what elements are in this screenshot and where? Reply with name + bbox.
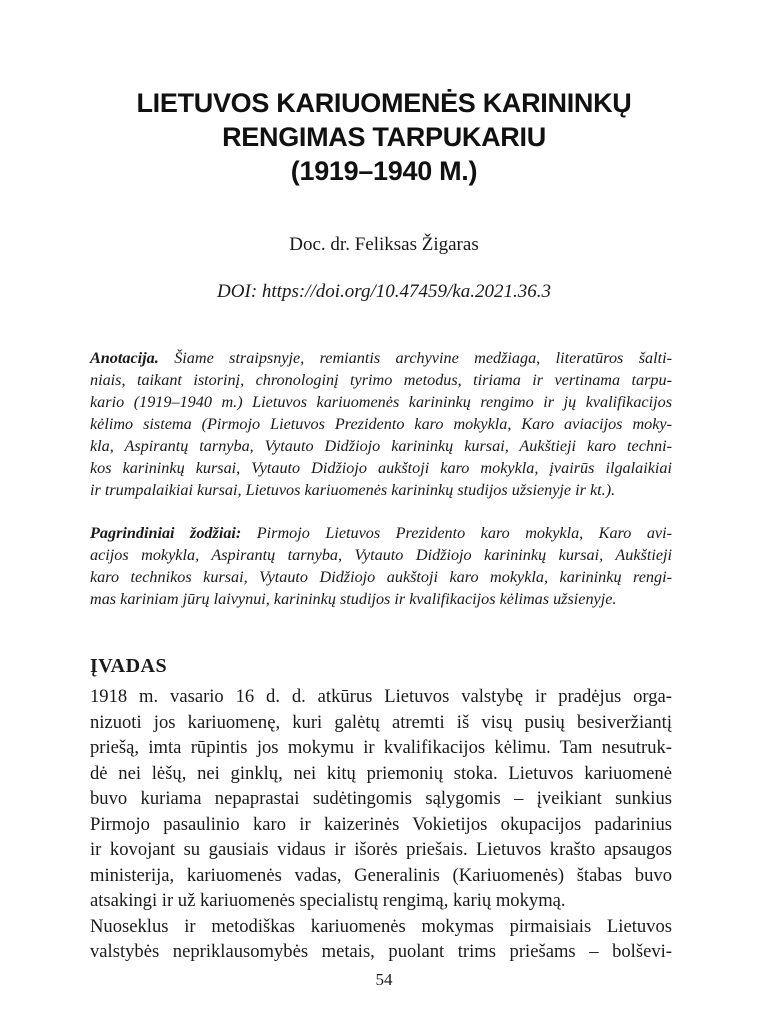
paragraph-line: ministerija, kariuomenės vadas, Generalinis (Kariuomenės) štabas buvo [90,864,672,886]
article-title [60,86,708,188]
abstract-line: Anotacija. Šiame straipsnyje, remiantis archyvine medžiaga, literatūros šalti- [90,349,673,367]
title-line-3: (1919–1940 M.) [290,156,478,186]
keywords-line: Pagrindiniai žodžiai: Pirmojo Lietuvos Prezidento karo mokykla, Karo avi- [90,524,673,542]
page-number: 54 [375,970,393,989]
abstract-line: niais, taikant istorinį, chronologinį tyrimo metodus, tiriama ir vertinama tarpu- [90,371,672,389]
paragraph-line: ir kovojant su gausiais vidaus ir išorės priešais. Lietuvos krašto apsaugos [90,839,672,860]
title-line-2: RENGIMAS TARPUKARIU [222,122,546,152]
keywords-label: Pagrindiniai žodžiai: [90,524,242,542]
abstract-line: kla, Aspirantų tarnyba, Vytauto Didžiojo karininkų kursai, Aukštieji karo techni- [90,437,672,455]
abstract-line: ir trumpalaikiai kursai, Lietuvos kariuomenės karininkų studijos užsienyje ir kt.). [90,481,616,499]
paragraph-line: 1918 m. vasario 16 d. d. atkūrus Lietuvos valstybę ir pradėjus orga- [90,686,672,707]
paragraph-line: Nuoseklus ir metodiškas kariuomenės mokymas pirmaisiais Lietuvos [90,915,672,937]
paragraph-line: buvo kuriama nepaprastai sudėtingomis sąlygomis – įveikiant sunkius [90,788,672,809]
abstract-line: kos karininkų kursai, Vytauto Didžiojo aukštoji karo mokykla, įvairūs ilgalaikiai [90,459,672,477]
abstract-line: kario (1919–1940 m.) Lietuvos kariuomenės karininkų rengimo ir jų kvalifikacijos [90,393,672,411]
paragraph-line: Pirmojo pasaulinio karo ir kaizerinės Vokietijos okupacijos padarinius [90,813,672,835]
keywords-line: mas kariniam jūrų laivynui, karininkų studijos ir kvalifikacijos kėlimas užsienyje. [90,590,617,608]
paragraph-line: priešą, imta rūpintis jos mokymu ir kvalifikacijos kėlimu. Tam nesutruk- [90,737,672,758]
title-line-1: LIETUVOS KARIUOMENĖS KARININKŲ [136,88,632,118]
author-line: Doc. dr. Feliksas Žigaras [289,234,479,255]
doi-line: DOI: https://doi.org/10.47459/ka.2021.36.3 [217,281,551,302]
paragraph-line: atsakingi ir už kariuomenės specialistų rengimą, karių mokymą. [90,890,566,911]
abstract-line: kėlimo sistema (Pirmojo Lietuvos Prezidento karo mokykla, Karo aviacijos moky- [90,415,672,433]
paragraph-line: dė nei lėšų, nei ginklų, nei kitų priemonių stoka. Lietuvos kariuomenė [90,762,672,784]
paragraph-line: nizuoti jos kariuomenę, kuri galėtų atremti iš visų pusių besiveržiantį [90,711,672,733]
keywords-line: acijos mokykla, Aspirantų tarnyba, Vytauto Didžiojo karininkų kursai, Aukštieji [90,546,672,564]
paragraph-1 [90,684,672,914]
abstract-block [90,347,672,501]
body-text [90,684,672,965]
paragraph-2 [90,914,672,965]
paragraph-line: valstybės nepriklausomybės metais, puolant trims priešams – bolševi- [90,941,672,962]
keywords-block [90,522,672,610]
section-heading: ĮVADAS [90,655,168,677]
abstract-label: Anotacija. [90,349,159,367]
keywords-line: karo technikos kursai, Vytauto Didžiojo aukštoji karo mokykla, karininkų rengi- [90,568,672,586]
